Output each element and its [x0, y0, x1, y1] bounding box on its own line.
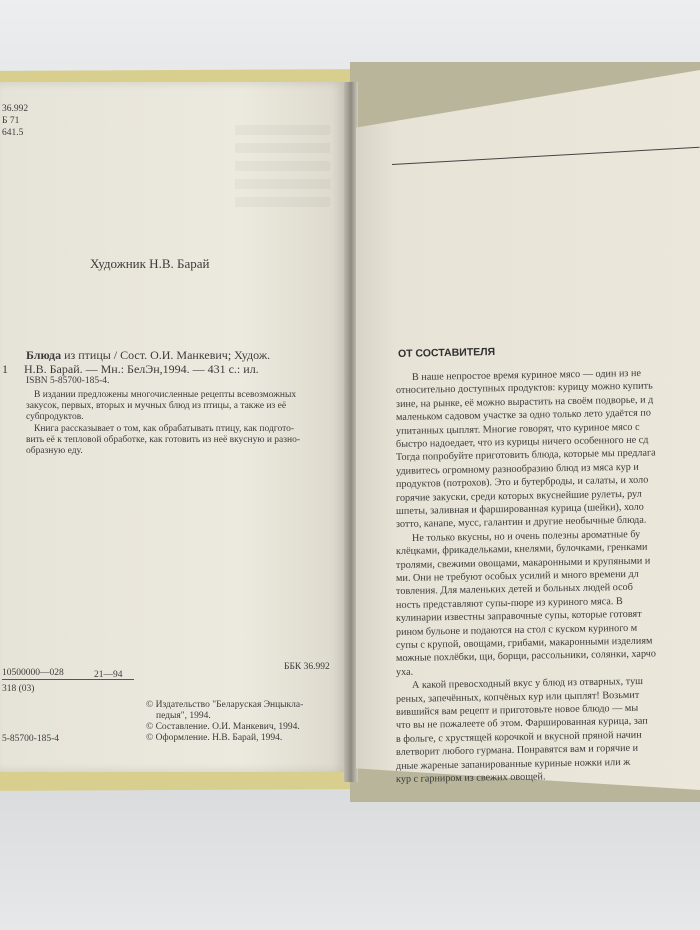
bib-line-2-prefix: 1	[2, 362, 8, 376]
book-title: Блюда	[26, 348, 62, 362]
right-text-line: в фольге, с хрустящей корочкой и вкусной пряной начин	[395, 729, 642, 745]
right-text-line: шпеты, заливная и фаршированная курица (шейки), холо	[395, 501, 644, 517]
annotation-line-2: закусок, первых, вторых и мучных блюд из птицы, а также из её	[26, 401, 287, 411]
isbn-line: ISBN 5-85700-185-4.	[26, 376, 110, 386]
book-gutter	[344, 82, 358, 782]
section-heading: ОТ СОСТАВИТЕЛЯ	[397, 345, 496, 360]
right-text-line: тролями, свежими овощами, макаронными и крупяными и	[395, 555, 651, 571]
bibliographic-line-2: Н.В. Барай. — Мн.: БелЭн,1994. — 431 с.: ил.	[24, 362, 259, 376]
right-text-line: горячие закуски, среди которых вкуснейшие рулеты, рул	[395, 488, 642, 504]
copyright-line-4: © Оформление. Н.В. Барай, 1994.	[146, 733, 283, 743]
right-text-line: В наше непростое время куриное мясо — один из не	[411, 368, 642, 383]
copyright-line-1: © Издательство "Беларуская Энцыкла-	[146, 700, 304, 710]
right-text-line: уха.	[395, 666, 414, 678]
right-text-line: быстро надоедает, что из курицы ничего особенного не сд	[395, 434, 649, 450]
right-text-line: ность представляют супы-пюре из куриного мяса. В	[395, 595, 623, 611]
right-text-line: Тогда попробуйте приготовить блюда, которые мы предлага	[395, 447, 656, 464]
annotation-line-4: Книга рассказывает о том, как обрабатывать птицу, как подгото-	[34, 424, 295, 434]
annotation-line-3: субпродуктов.	[26, 412, 84, 422]
right-text-line: маленьком садовом участке за одно только лето удаётся по	[395, 407, 652, 424]
right-text-line: относительно доступных продуктов: курицу можно купить	[395, 380, 653, 397]
right-text-line: можные похлёбки, щи, борщи, рассольники, солянки, харчо	[395, 648, 657, 665]
right-text-line: влетворит любого гурмана. Понравятся вам и горячие и	[395, 742, 639, 759]
right-text-line: рином бульоне и подаются на стол с куском куриного м	[395, 622, 638, 638]
class-code-2: Б 71	[2, 116, 20, 126]
right-text-line: клёцками, фрикадельками, кнелями, булочками, гренками	[395, 541, 648, 558]
annotation-line-1: В издании предложены многочисленные рецепты всевозможных	[34, 390, 297, 400]
show-through-print	[235, 122, 330, 207]
right-text-line: зотто, канапе, мусс, галантин и другие необычные блюда.	[395, 515, 647, 531]
bbk-code: ББК 36.992	[284, 662, 330, 672]
right-text-line: реных, запечённых, копчёных кур или цыплят! Возьмит	[395, 689, 640, 705]
isbn-bottom: 5-85700-185-4	[2, 734, 59, 744]
annotation-line-6: образную еду.	[26, 446, 83, 456]
right-text-line: зине, на рынке, её можно вырастить на своём подворье, и д	[395, 394, 654, 410]
publication-code: 10500000—028	[2, 668, 64, 678]
right-text-line: супы с крупой, овощами, грибами, макаронными изделиям	[395, 635, 653, 651]
right-text-line: что вы не пожалеете об этом. Фаршированная курица, зап	[395, 715, 648, 732]
copyright-line-3: © Составление. О.И. Манкевич, 1994.	[146, 722, 300, 732]
copyright-line-2: педыя", 1994.	[156, 711, 211, 721]
publication-code-sub: 318 (03)	[2, 684, 35, 694]
publication-code-right: 21—94	[94, 670, 123, 680]
artist-credit: Художник Н.В. Барай	[90, 256, 210, 271]
right-text-line: Не только вкусны, но и очень полезны ароматные бу	[411, 528, 641, 544]
right-text-line: упитанных цыплят. Многие говорят, что куриное мясо с	[395, 421, 640, 437]
bib-line-1-rest: из птицы / Сост. О.И. Манкевич; Худож.	[64, 348, 271, 362]
annotation-line-5: вить её к тепловой обработке, как готовить из неё вкусную и разно-	[26, 435, 300, 445]
class-code-1: 36.992	[2, 104, 29, 114]
right-text-line: ми. Они не требуют особых усилий и много времени дл	[395, 568, 639, 584]
right-text-line: кур с гарниром из свежих овощей.	[395, 771, 546, 785]
right-text-line: кулинарии известны заправочные супы, которые готовят	[395, 608, 642, 625]
right-text-line: дные жареные запанированные куриные ножки или ж	[395, 756, 631, 772]
class-code-3: 641.5	[2, 128, 24, 138]
bibliographic-line-1	[26, 348, 270, 363]
right-text-line: товления. Для маленьких детей и больных людей особ	[395, 582, 633, 598]
table-surface	[0, 780, 700, 930]
right-text-line: продуктов (потрохов). Это и бутерброды, и салаты, и холо	[395, 474, 649, 491]
right-text-line: А какой превосходный вкус у блюд из отварных, туш	[411, 676, 644, 692]
right-text-line: вившийся вам рецепт и приготовьте новое блюдо — мы	[395, 702, 639, 718]
right-text-line: удивитесь огромному разнообразию блюд из мяса кур и	[395, 461, 639, 477]
